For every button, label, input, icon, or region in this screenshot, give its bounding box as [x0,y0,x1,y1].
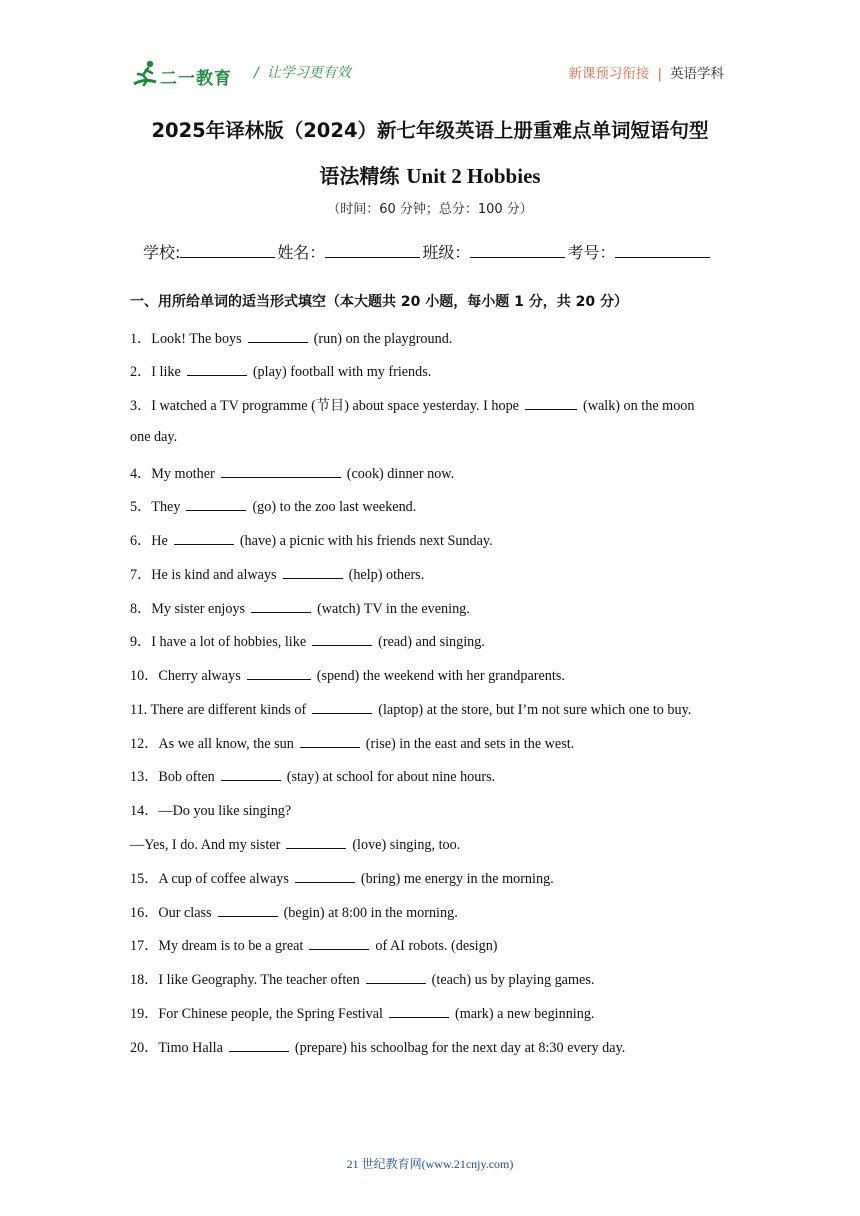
student-info-line [143,240,712,263]
logo-text: 二一教育 [160,69,232,89]
logo [130,56,245,92]
page-footer[interactable]: 21 世纪教育网(www.21cnjy.com) [346,1157,514,1171]
doc-title-unit: Unit 2 Hobbies [406,164,541,188]
question-item [130,969,594,989]
runner-logo-icon [130,58,162,90]
question-hint: (prepare) his schoolbag for the next day at 8:30 every day. [294,1040,626,1056]
exam-no-label: 考号： [567,243,616,262]
page-header [130,56,730,96]
question-hint: (spend) the weekend with her grandparents. [316,668,565,684]
school-field[interactable] [180,241,275,258]
question-item [130,564,424,584]
answer-blank[interactable] [187,361,247,376]
question-hint: (help) others. [348,567,425,583]
answer-blank[interactable] [300,733,360,748]
question-item [130,463,454,483]
question-hint: (walk) on the moon [582,398,695,414]
question-item [130,868,554,888]
question-item-cont [130,429,177,446]
answer-blank[interactable] [248,328,308,343]
question-item-cont [130,834,460,854]
answer-blank[interactable] [525,395,577,410]
question-text: 13．Bob often [130,769,215,785]
answer-blank[interactable] [247,665,311,680]
question-item [130,530,493,550]
question-text: —Yes, I do. And my sister [130,837,281,853]
header-subject-label: 英语学科 [670,66,724,82]
name-label: 姓名： [277,243,326,262]
slogan-text: 让学习更有效 [266,65,351,81]
question-hint: (laptop) at the store, but I’m not sure which one to buy. [378,702,692,718]
question-text: 15．A cup of coffee always [130,871,289,887]
answer-blank[interactable] [312,631,372,646]
answer-blank[interactable] [389,1003,449,1018]
exam-no-field[interactable] [615,241,710,258]
class-field[interactable] [470,241,565,258]
question-text: 20．Timo Halla [130,1040,223,1056]
question-hint: (bring) me energy in the morning. [360,871,554,887]
question-hint: (go) to the zoo last weekend. [252,499,417,515]
answer-blank[interactable] [366,969,426,984]
answer-blank[interactable] [283,564,343,579]
answer-blank[interactable] [286,834,346,849]
question-text: 2．I like [130,364,181,380]
class-label: 班级： [422,243,471,262]
answer-blank[interactable] [309,935,369,950]
question-hint: (run) on the playground. [313,331,453,347]
question-text: 5．They [130,499,181,515]
question-text: 19．For Chinese people, the Spring Festival [130,1006,383,1022]
answer-blank[interactable] [221,766,281,781]
doc-title-cn: 语法精练 [319,164,400,188]
question-text: 17．My dream is to be a great [130,938,304,954]
question-text: 4．My mother [130,466,215,482]
answer-blank[interactable] [174,530,234,545]
answer-blank[interactable] [221,463,341,478]
question-item [130,496,416,516]
answer-blank[interactable] [186,496,246,511]
answer-blank[interactable] [251,598,311,613]
question-text: 10．Cherry always [130,668,241,684]
section-heading: 一、用所给单词的适当形式填空（本大题共 20 小题，每小题 1 分，共 20 分） [130,294,628,310]
question-hint: (read) and singing. [378,634,485,650]
question-item [130,1037,625,1057]
header-subject [568,62,724,82]
doc-title-line1: 2025年译林版（2024）新七年级英语上册重难点单词短语句型 [151,119,709,142]
doc-title-line2 [0,160,860,189]
answer-blank[interactable] [229,1037,289,1052]
school-label: 学校: [143,243,181,262]
question-hint: (begin) at 8:00 in the morning. [283,905,458,921]
question-text: 18．I like Geography. The teacher often [130,972,360,988]
question-item [130,935,498,955]
question-item [130,733,574,753]
question-item [130,665,565,685]
question-text: 11. There are different kinds of [130,702,307,718]
question-hint: (rise) in the east and sets in the west. [365,736,575,752]
header-course-label: 新课预习衔接 [568,66,650,82]
name-field[interactable] [325,241,420,258]
question-item [130,631,485,651]
question-hint: (mark) a new beginning. [455,1006,595,1022]
slogan: / 让学习更有效 [254,65,351,81]
question-hint: (love) singing, too. [352,837,461,853]
question-item [130,328,452,348]
question-hint: (play) football with my friends. [252,364,432,380]
answer-blank[interactable] [218,902,278,917]
question-text: 1．Look! The boys [130,331,242,347]
answer-blank[interactable] [295,868,355,883]
question-item [130,699,691,719]
question-text: 12．As we all know, the sun [130,736,294,752]
question-text: 14．—Do you like singing? [130,803,292,819]
question-text: 9．I have a lot of hobbies, like [130,634,307,650]
question-hint: (teach) us by playing games. [431,972,595,988]
question-item [130,766,495,786]
question-text: 7．He is kind and always [130,567,277,583]
question-item [130,1003,594,1023]
question-hint: (watch) TV in the evening. [317,601,470,617]
question-hint: (stay) at school for about nine hours. [286,769,496,785]
question-text: 8．My sister enjoys [130,601,246,617]
question-hint: (cook) dinner now. [346,466,455,482]
question-item [130,902,458,922]
answer-blank[interactable] [312,699,372,714]
header-separator: | [657,66,662,82]
question-item [130,395,695,415]
question-text: 3．I watched a TV programme (节目) about space yesterday. I hope [130,398,519,414]
question-text: 6．He [130,533,168,549]
question-item [130,598,470,618]
question-hint: of AI robots. (design) [375,938,498,954]
question-text: one day. [130,429,178,445]
time-score-info: （时间：60 分钟；总分：100 分） [327,202,533,217]
question-text: 16．Our class [130,905,212,921]
question-item [130,800,291,820]
question-item [130,361,431,381]
question-hint: (have) a picnic with his friends next Sunday. [239,533,493,549]
